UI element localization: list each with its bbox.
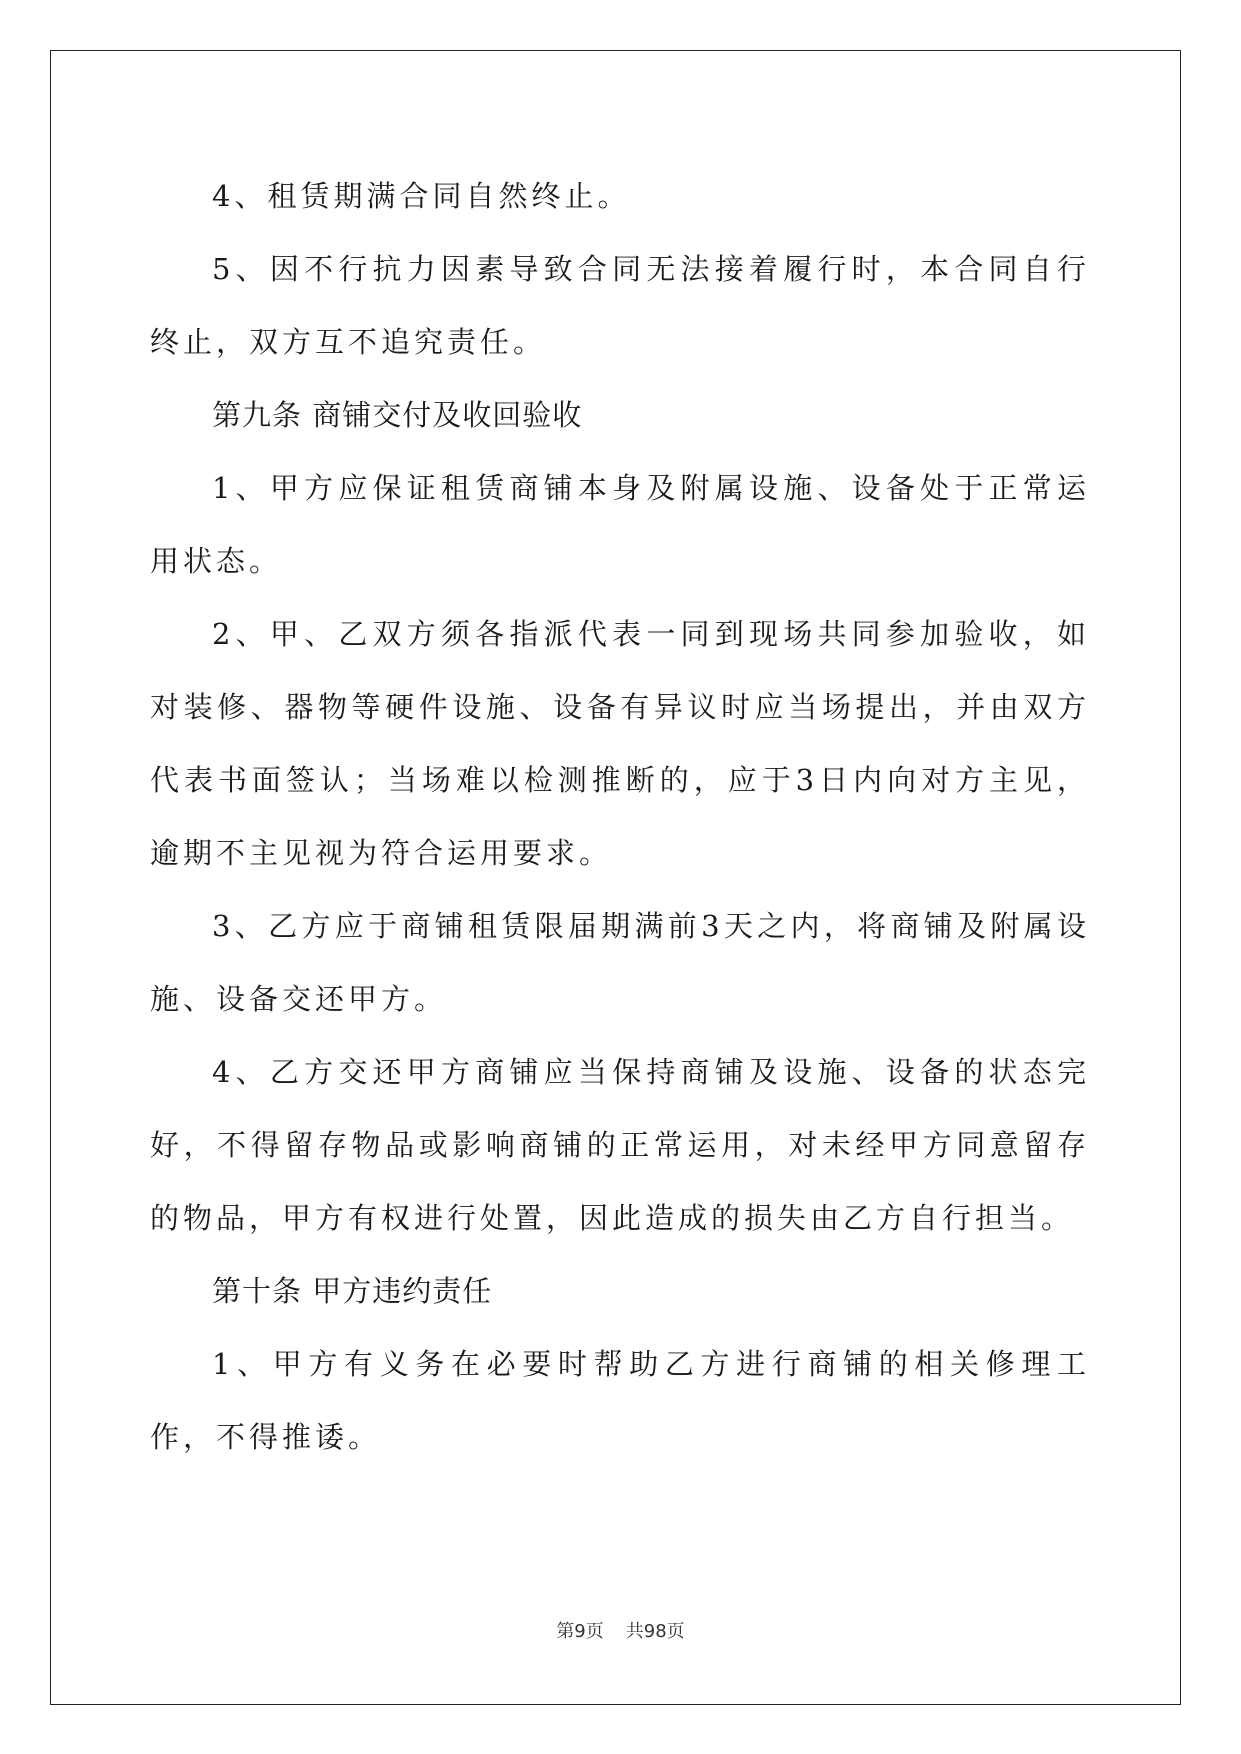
clause-paragraph: 4、乙方交还甲方商铺应当保持商铺及设施、设备的状态完好，不得留存物品或影响商铺的正常运用，对未经甲方同意留存的物品，甲方有权进行处置，因此造成的损失由乙方自行担当。 <box>150 1055 1090 1235</box>
page-footer <box>0 1617 1241 1643</box>
article-heading: 第十条 甲方违约责任 <box>212 1274 493 1308</box>
clause-paragraph: 1、甲方应保证租赁商铺本身及附属设施、设备处于正常运用状态。 <box>150 471 1090 578</box>
clause-paragraph: 5、因不行抗力因素导致合同无法接着履行时，本合同自行终止，双方互不追究责任。 <box>150 252 1090 359</box>
page-number: 第9页 <box>556 1621 604 1642</box>
clause-paragraph: 2、甲、乙双方须各指派代表一同到现场共同参加验收，如对装修、器物等硬件设施、设备有异议时应当场提出，并由双方代表书面签认；当场难以检测推断的，应于3日内向对方主见，逾期不主见视为符合运用要求。 <box>150 617 1090 870</box>
article-heading: 第九条 商铺交付及收回验收 <box>212 398 583 432</box>
clause-paragraph: 3、乙方应于商铺租赁限届期满前3天之内，将商铺及附属设施、设备交还甲方。 <box>150 909 1090 1016</box>
clause-paragraph: 4、租赁期满合同自然终止。 <box>212 179 631 213</box>
document-body <box>150 160 1090 1474</box>
page-total: 共98页 <box>625 1621 685 1642</box>
clause-paragraph: 1、甲方有义务在必要时帮助乙方进行商铺的相关修理工作，不得推诿。 <box>150 1347 1090 1454</box>
